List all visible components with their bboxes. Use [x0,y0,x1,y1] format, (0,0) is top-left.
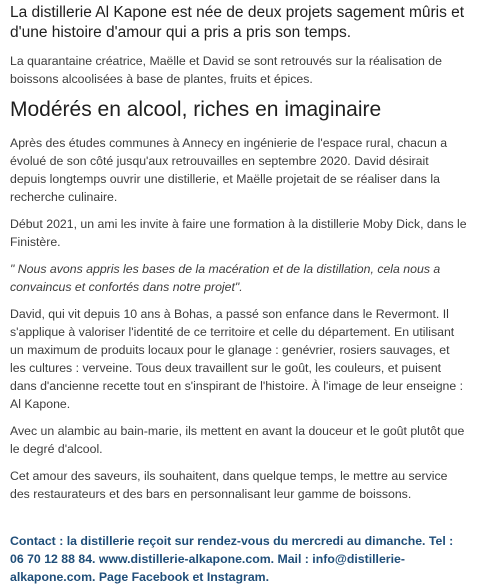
quote-paragraph: " Nous avons appris les bases de la macération et de la distillation, cela nous a convaincus et confortés dans notre projet". [10,262,441,294]
paragraph-alembic: Avec un alambic au bain-marie, ils mettent en avant la douceur et le goût plutôt que le degré d'alcool. [10,424,465,456]
paragraph-flavours: Cet amour des saveurs, ils souhaitent, dans quelque temps, le mettre au service des restaurateurs et des bars en personnalisant leur gamme de boissons. [10,469,448,501]
paragraph-territory: David, qui vit depuis 10 ans à Bohas, a passé son enfance dans le Revermont. Il s'applique à valoriser l'identité de ce territoire et celle du département. En utilisant un maximum de produits locaux pour le glanage : genévrier, rosiers sauvages, et les cultures : verveine. Tous deux travaillent sur le goût, les couleurs, et puisent dans d'ancienne recette tout en s'inspirant de l'histoire. À l'image de leur enseigne : Al Kapone. [10,307,464,411]
paragraph-studies: Après des études communes à Annecy en ingénierie de l'espace rural, chacun a évolué de son côté jusqu'aux retrouvailles en septembre 2020. David désirait depuis longtemps ouvrir une distillerie, et Maëlle projetait de se réaliser dans la recherche culinaire. [10,136,448,204]
section-heading: Modérés en alcool, riches en imaginaire [10,98,382,121]
article-lead: La distillerie Al Kapone est née de deux projets sagement mûris et d'une histoire d'amour qui a pris a pris son temps. [10,4,465,41]
intro-paragraph: La quarantaine créatrice, Maëlle et David se sont retrouvés sur la réalisation de boissons alcoolisées à base de plantes, fruits et épices. [10,54,442,86]
contact-info: Contact : la distillerie reçoit sur rendez-vous du mercredi au dimanche. Tel : 06 70 12 88 84. www.distillerie-alkapone.com. Mail : info@distillerie-alkapone.com. Page Facebook et Instagram. [10,534,454,584]
paragraph-training: Début 2021, un ami les invite à faire une formation à la distillerie Moby Dick, dans le Finistère. [10,217,467,249]
